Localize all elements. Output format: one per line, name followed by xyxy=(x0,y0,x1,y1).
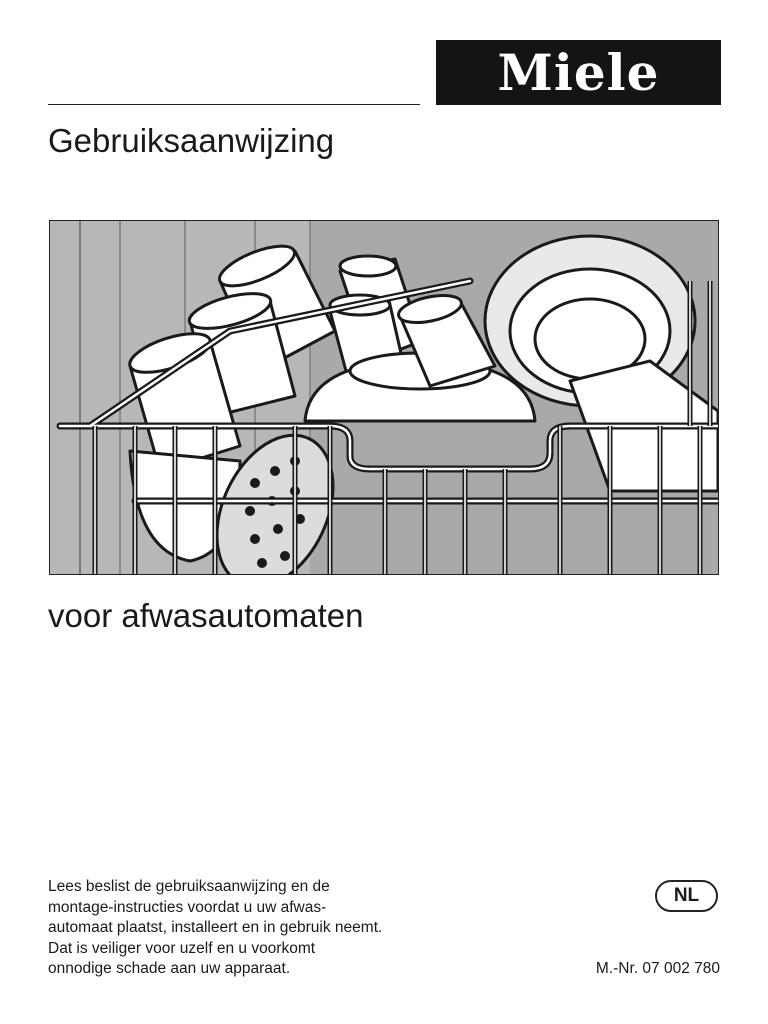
part-number: M.-Nr. 07 002 780 xyxy=(595,960,720,977)
logo-text: Miele xyxy=(497,42,660,102)
notice-line: Dat is veiliger voor uzelf en u voorkomt xyxy=(48,939,316,957)
notice-line: automaat plaatst, installeert en in gebruik neemt. xyxy=(48,919,383,936)
miele-logo xyxy=(436,40,721,105)
notice-line: onnodige schade aan uw apparaat. xyxy=(48,960,291,977)
basket-drawing xyxy=(50,221,718,574)
language-badge: NL xyxy=(655,880,718,912)
dishwasher-basket-illustration xyxy=(49,220,719,575)
notice-line: montage-instructies voordat u uw afwas- xyxy=(48,898,327,916)
document-subtitle: voor afwasautomaten xyxy=(48,597,364,634)
page-title: Gebruiksaanwijzing xyxy=(48,122,335,159)
notice-line: Lees beslist de gebruiksaanwijzing en de xyxy=(48,878,330,895)
header-rule xyxy=(48,104,420,105)
safety-notice xyxy=(48,877,468,980)
